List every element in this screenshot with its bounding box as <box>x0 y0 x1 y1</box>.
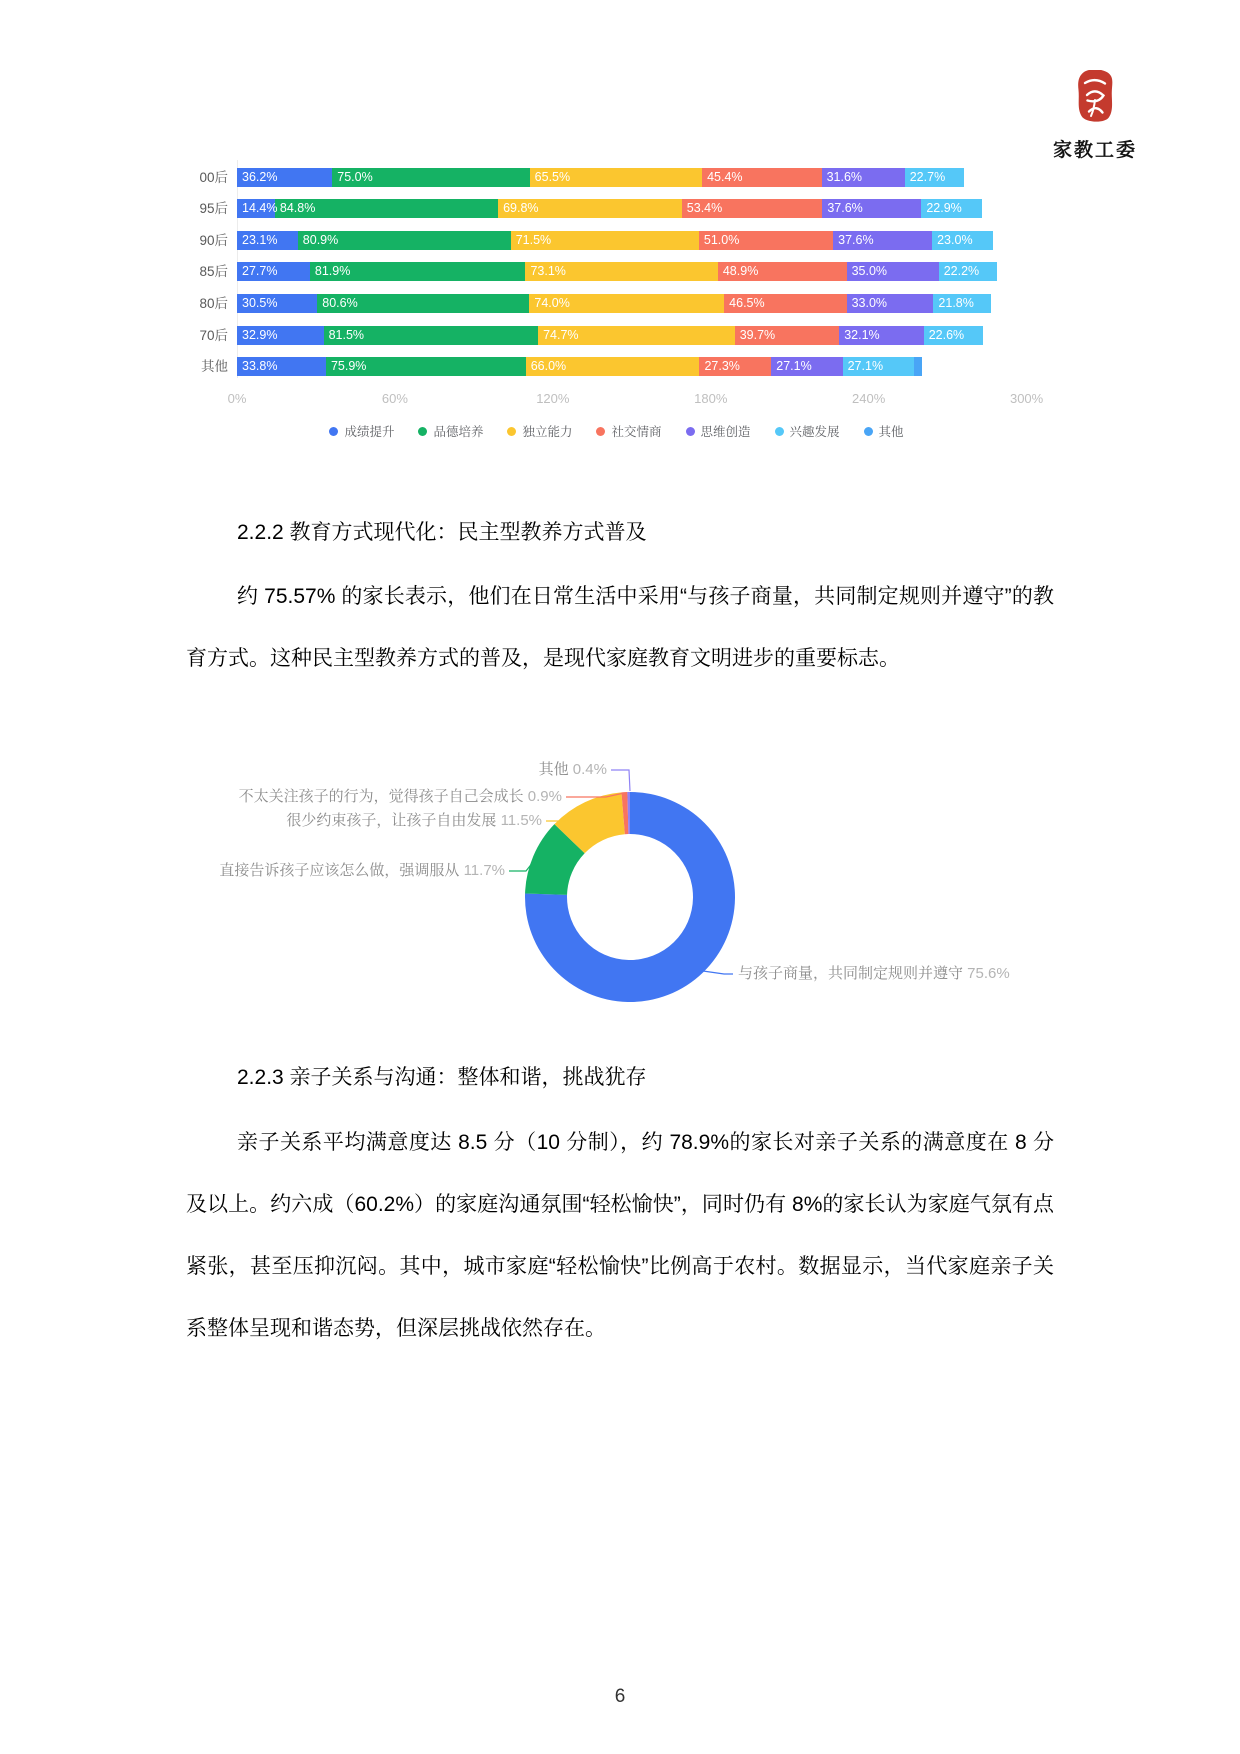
donut-label-name: 其他 <box>538 761 573 778</box>
bar-value-label: 14.4% <box>242 201 278 216</box>
bar-value-label: 27.1% <box>776 359 812 374</box>
legend-dot-icon <box>596 427 605 436</box>
bar-value-label: 69.8% <box>503 201 539 216</box>
legend-label: 成绩提升 <box>344 425 395 439</box>
x-axis-tick-label: 240% <box>852 391 886 406</box>
bar-value-label: 33.0% <box>851 295 888 310</box>
donut-label-value: 0.9% <box>527 788 562 805</box>
seal-icon <box>1075 70 1115 124</box>
bar-category-label: 80后 <box>199 295 228 311</box>
section-heading-2-2-2: 2.2.2 教育方式现代化：民主型教养方式普及 <box>237 521 647 544</box>
legend-item <box>507 422 572 440</box>
donut-label-name: 很少约束孩子，让孩子自由发展 <box>286 812 501 829</box>
x-axis-tick-label: 300% <box>1009 391 1043 406</box>
legend-dot-icon <box>418 427 427 436</box>
bar-value-label: 36.2% <box>242 169 278 184</box>
bar-category-label: 90后 <box>199 232 228 248</box>
bar-value-label: 80.9% <box>302 232 339 247</box>
logo-text: 家教工委 <box>1052 140 1137 161</box>
legend-dot-icon <box>507 427 516 436</box>
page-number: 6 <box>614 1686 626 1707</box>
bar-value-label: 22.2% <box>943 264 980 279</box>
bar-value-label: 32.1% <box>844 327 880 342</box>
bar-value-label: 45.4% <box>707 169 743 184</box>
donut-label <box>539 761 607 779</box>
bar-value-label: 74.7% <box>543 327 579 342</box>
paragraph-2-2-2: 约 75.57% 的家长表示，他们在日常生活中采用“与孩子商量，共同制定规则并遵守”的教育方式。这种民主型教养方式的普及，是现代家庭教育文明进步的重要标志。 <box>186 585 1054 670</box>
bar-value-label: 23.1% <box>242 232 278 247</box>
legend-item <box>596 422 661 440</box>
legend-item <box>329 422 394 440</box>
x-axis-tick-label: 120% <box>536 391 570 406</box>
bar-value-label: 46.5% <box>729 295 765 310</box>
bar-value-label: 27.1% <box>847 359 884 374</box>
bar-value-label: 39.7% <box>739 327 776 342</box>
bar-value-label: 23.0% <box>937 232 973 247</box>
donut-callout-line <box>703 971 733 974</box>
donut-label-name: 不太关注孩子的行为，觉得孩子自己会成长 <box>238 788 528 805</box>
bar-value-label: 66.0% <box>530 359 567 374</box>
legend-label: 社交情商 <box>611 425 662 439</box>
legend-item <box>686 422 751 440</box>
donut-label-value: 11.7% <box>463 862 505 879</box>
chart-legend <box>190 422 1043 440</box>
legend-dot-icon <box>686 427 695 436</box>
bar-value-label: 27.3% <box>704 359 740 374</box>
stacked-bar-chart <box>150 160 1043 460</box>
donut-label-value: 75.6% <box>967 965 1010 982</box>
bar-value-label: 21.8% <box>938 295 974 310</box>
paragraph-2-2-3: 亲子关系平均满意度达 8.5 分（10 分制），约 78.9%的家长对亲子关系的满意度在 8 分及以上。约六成（60.2%）的家庭沟通氛围“轻松愉快”，同时仍有 8%的家长认为家庭气氛有点紧张，甚至压抑沉闷。其中，城市家庭“轻松愉快”比例高于农村。数据显示，当代家庭亲子关系整体呈现和谐态势，但深层挑战依然存在。 <box>186 1131 1054 1340</box>
legend-item <box>418 422 483 440</box>
bar-value-label: 53.4% <box>686 201 723 216</box>
legend-dot-icon <box>864 427 873 436</box>
bar-value-label: 84.8% <box>279 201 316 216</box>
legend-label: 其他 <box>878 425 904 439</box>
x-axis-tick-label: 180% <box>694 391 728 406</box>
bar-value-label: 32.9% <box>242 327 278 342</box>
bar-value-label: 22.9% <box>926 201 962 216</box>
donut-chart <box>180 750 1060 1022</box>
org-logo <box>1040 70 1150 162</box>
bar-category-label: 00后 <box>199 169 228 185</box>
donut-callout-line <box>611 770 630 791</box>
bar-category-label: 其他 <box>201 359 228 375</box>
bar-category-label: 70后 <box>199 327 228 343</box>
bar-value-label: 73.1% <box>530 264 566 279</box>
donut-label <box>239 788 562 806</box>
bar-value-label: 33.8% <box>242 359 278 374</box>
legend-item <box>775 422 840 440</box>
donut-label-name: 与孩子商量，共同制定规则并遵守 <box>738 965 968 982</box>
bar-value-label: 35.0% <box>851 264 888 279</box>
bar-value-label: 22.6% <box>928 327 965 342</box>
bar-segment <box>914 357 922 376</box>
bar-value-label: 51.0% <box>703 232 740 247</box>
bar-value-label: 81.9% <box>314 264 351 279</box>
bar-value-label: 74.0% <box>534 295 570 310</box>
bar-value-label: 81.5% <box>328 327 365 342</box>
donut-label <box>738 965 1010 983</box>
x-axis-tick-label: 0% <box>227 391 247 406</box>
legend-dot-icon <box>775 427 784 436</box>
bar-value-label: 30.5% <box>242 295 278 310</box>
bar-value-label: 22.7% <box>909 169 946 184</box>
x-axis-tick-label: 60% <box>381 391 408 406</box>
bar-value-label: 37.6% <box>827 201 863 216</box>
donut-label <box>286 812 542 830</box>
section-heading-2-2-3: 2.2.3 亲子关系与沟通：整体和谐，挑战犹存 <box>237 1066 647 1089</box>
bar-category-label: 95后 <box>199 201 228 217</box>
legend-label: 独立能力 <box>522 425 573 439</box>
donut-label <box>219 862 505 880</box>
legend-label: 品德培养 <box>433 425 484 439</box>
bar-value-label: 27.7% <box>242 264 278 279</box>
bar-value-label: 71.5% <box>515 232 552 247</box>
bar-category-label: 85后 <box>199 264 228 280</box>
bar-value-label: 65.5% <box>534 169 571 184</box>
bar-value-label: 80.6% <box>322 295 358 310</box>
legend-label: 兴趣发展 <box>789 425 840 439</box>
bar-value-label: 31.6% <box>826 169 863 184</box>
legend-dot-icon <box>329 427 338 436</box>
bar-value-label: 75.0% <box>337 169 373 184</box>
bar-value-label: 48.9% <box>722 264 759 279</box>
legend-label: 思维创造 <box>700 425 751 439</box>
bar-value-label: 75.9% <box>330 359 367 374</box>
legend-item <box>864 422 904 440</box>
bar-value-label: 37.6% <box>838 232 874 247</box>
donut-label-value: 11.5% <box>500 812 542 829</box>
donut-label-value: 0.4% <box>572 761 607 778</box>
donut-label-name: 直接告诉孩子应该怎么做，强调服从 <box>219 862 464 879</box>
